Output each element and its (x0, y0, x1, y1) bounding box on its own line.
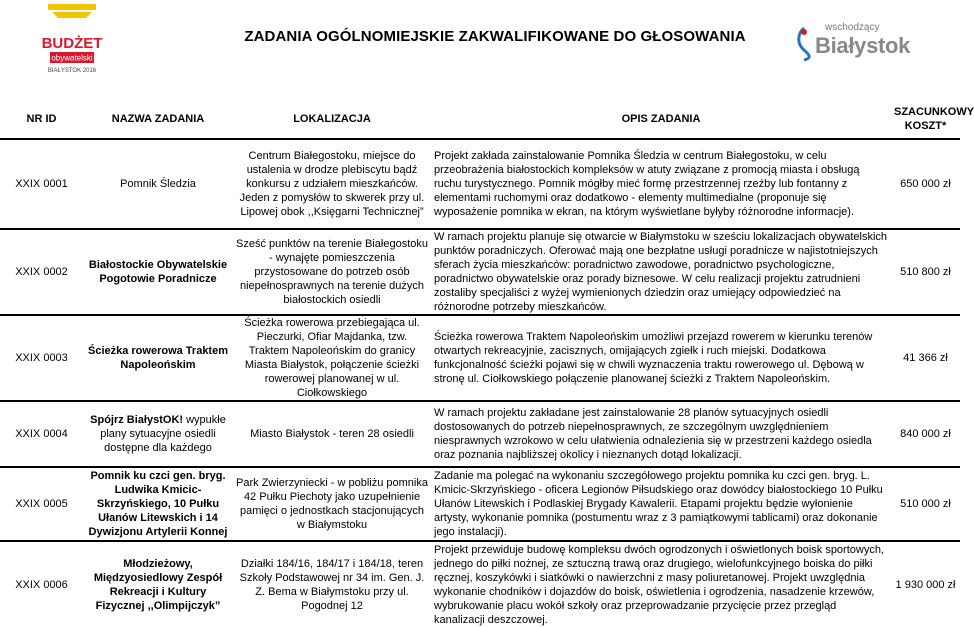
col-header-cost (891, 100, 974, 139)
table-row (0, 229, 960, 315)
table-row (0, 467, 960, 541)
cell-id: XXIX 0002 (0, 229, 83, 315)
cell-location: Park Zwierzyniecki - w pobliżu pomnika 42 Pułku Piechoty jako uzupełnienie pamięci o jednostkach stacjonujących w Białymstoku (233, 467, 431, 541)
svg-text:obywatelski: obywatelski (51, 53, 93, 63)
cell-location: Sześć punktów na terenie Białegostoku - wynajęte pomieszczenia przystosowane do potrzeb osób niepełnosprawnych na terenie dużych białostockich osiedli (233, 229, 431, 315)
table-row (0, 139, 960, 229)
col-header-description: OPIS ZADANIA (431, 100, 891, 139)
projects-table (0, 100, 974, 627)
page-title: ZADANIA OGÓLNOMIEJSKIE ZAKWALIFIKOWANE DO GŁOSOWANIA (244, 28, 746, 45)
cell-description: W ramach projektu zakładane jest zainstalowanie 28 planów sytuacyjnych osiedli dostosowanych do potrzeb niepełnosprawnych, ze szczególnym uwzględnieniem niesprawnych wzrokowo w celu ułatwienia odnalezienia się w przestrzeni każdego osiedla oraz poznania najbliższej okolicy i nieznanych dotąd lokalizacji. (431, 401, 891, 467)
table-row (0, 401, 960, 467)
cell-cost: 650 000 zł (891, 139, 960, 229)
cell-location: Ścieżka rowerowa przebiegająca ul. Pieczurki, Ofiar Majdanka, tzw. Traktem Napoleońskim do granicy Miasta Białystok, połączenie ścieżki rowerowej planowanej w ul. Ciołkowskiego (233, 315, 431, 401)
cell-cost: 1 930 000 zł (895, 578, 956, 591)
cell-cost: 840 000 zł (891, 401, 960, 467)
col-header-id: NR ID (0, 100, 83, 139)
cell-id: XXIX 0006 (15, 578, 68, 591)
table-header-row (0, 100, 960, 139)
cell-description: Zadanie ma polegać na wykonaniu szczegółowego projektu pomnika ku czci gen. bryg. L. Kmicic-Skrzyńskiego - oficera Legionów Piłsudskiego oraz dowódcy białostockiego 10 Pułku Ułanów Litewskich i Podlaskiej Brygady Kawalerii. Etapami projektu będzie wyłonienie artysty, wykonanie pomnika (postumentu wraz z 3 pamiątkowymi tablicami) oraz dokonanie jego instalacji). (431, 467, 891, 541)
cell-description: Projekt przewiduje budowę kompleksu dwóch ogrodzonych i oświetlonych boisk sportowych, jednego do piłki nożnej, ze sztuczną trawą oraz drugiego, wielofunkcyjnego boiska do piłki ręcznej, koszykówki i siatkówki o nawierzchni z masy poliuretanowej. Projekt uwzględnia wykonanie chodników i dojazdów do boisk, oświetlenia i ogrodzenia, nasadzenie krzewów, wybrukowanie placu wokół szkoły oraz przeprowadzanie przycięcie przez przegląd kanalizacji deszczowej. (434, 543, 885, 626)
cell-location: Centrum Białegostoku, miejsce do ustalenia w drodze plebiscytu bądź konkursu z udziałem mieszkańców. Jeden z pomysłów to skwerek przy ul. Lipowej obok ,,Księgarni Technicznej” (233, 139, 431, 229)
logo-big-text: Białystok (815, 33, 911, 58)
budzet-obywatelski-logo (42, 0, 102, 84)
cell-name-bold: Spójrz BiałystOK! (90, 414, 184, 426)
cell-id: XXIX 0003 (0, 315, 83, 401)
svg-text:BUDŻET: BUDŻET (41, 35, 103, 52)
logo-small-text: wschodzący (825, 22, 880, 33)
svg-text:BIAŁYSTOK 2016: BIAŁYSTOK 2016 (47, 68, 97, 74)
cell-id: XXIX 0005 (0, 467, 83, 541)
cell-description: Projekt zakłada zainstalowanie Pomnika Śledzia w centrum Białegostoku, w celu przeobrażenia białostockich kompleksów w atuty związane z promocją miasta i obsługą ruchu turystycznego. Pomnik mógłby mieć formę przestrzennej rzeźby lub fontanny z elementami ruchomymi oraz dodatkowo - elementy multimedialne (proponuje się wyposażenie pomnika w ekran, na którym wyświetlane byłyby różnorodne informacje). (431, 139, 891, 229)
cell-name: Pomnik ku czci gen. bryg. Ludwika Kmicic-Skrzyńskiego, 10 Pułku Ułanów Litewskich i 14 Dywizjonu Artylerii Konnej (83, 467, 233, 541)
cell-cost: 41 366 zł (891, 315, 960, 401)
cell-location: Działki 184/16, 184/17 i 184/18, teren Szkoły Podstawowej nr 34 im. Gen. J. Z. Bema w Białymstoku przy ul. Pogodnej 12 (239, 557, 425, 612)
col-header-name: NAZWA ZADANIA (83, 100, 233, 139)
cost-header-line2: KOSZT* (904, 120, 947, 132)
page-header (0, 0, 960, 96)
cell-description: W ramach projektu planuje się otwarcie w Białymstoku w sześciu lokalizacjach obywatelskich punktów poradniczych. Oferować mają one bezpłatne usługi poradnicze w najistotniejszych sferach życia mieszkańców: poradnictwo zawodowe, poradnictwo psychologiczne, poradnictwo obywatelskie oraz porady biznesowe. W celu realizacji projektu zatrudnieni zostaliby specjaliści z wyżej wymienionych dziedzin oraz umiejący odpowiedzieć na różnorodne potrzeby mieszkańców. (431, 229, 891, 315)
cell-id: XXIX 0004 (0, 401, 83, 467)
cell-name: Ścieżka rowerowa Traktem Napoleońskim (83, 315, 233, 401)
cell-name: Białostockie Obywatelskie Pogotowie Poradnicze (83, 229, 233, 315)
cell-cost: 510 000 zł (891, 467, 960, 541)
cell-name (83, 401, 233, 467)
bialystok-swirl-icon (793, 26, 815, 60)
cell-description: Ścieżka rowerowa Traktem Napoleońskim umożliwi przejazd rowerem w kierunku terenów otwartych rekreacyjnie, zacisznych, omijających zgiełk i ruch miejski. Dodatkowa funkcjonalność ścieżki pojawi się w chwili wyznaczenia traktu rowerowego ul. Dębową w stronę ul. Ciołkowskiego połączenie planowanej ścieżki z Traktem Napoleońskim. (431, 315, 891, 401)
col-header-location: LOKALIZACJA (233, 100, 431, 139)
cell-id: XXIX 0001 (0, 139, 83, 229)
cell-name: Młodzieżowy, Międzyosiedlowy Zespół Rekreacji i Kultury Fizycznej ,,Olimpijczyk” (93, 557, 223, 612)
cell-name: Pomnik Śledzia (83, 139, 233, 229)
cell-cost: 510 800 zł (891, 229, 960, 315)
cost-header-line1: SZACUNKOWY (894, 106, 974, 118)
wschodzacy-bialystok-logo (805, 18, 911, 66)
cell-location: Miasto Białystok - teren 28 osiedli (233, 401, 431, 467)
table-row (0, 541, 960, 627)
cell-name-rest: wypukłe plany sytuacyjne osiedli dostępne dla każdego (100, 414, 226, 454)
table-row (0, 315, 960, 401)
